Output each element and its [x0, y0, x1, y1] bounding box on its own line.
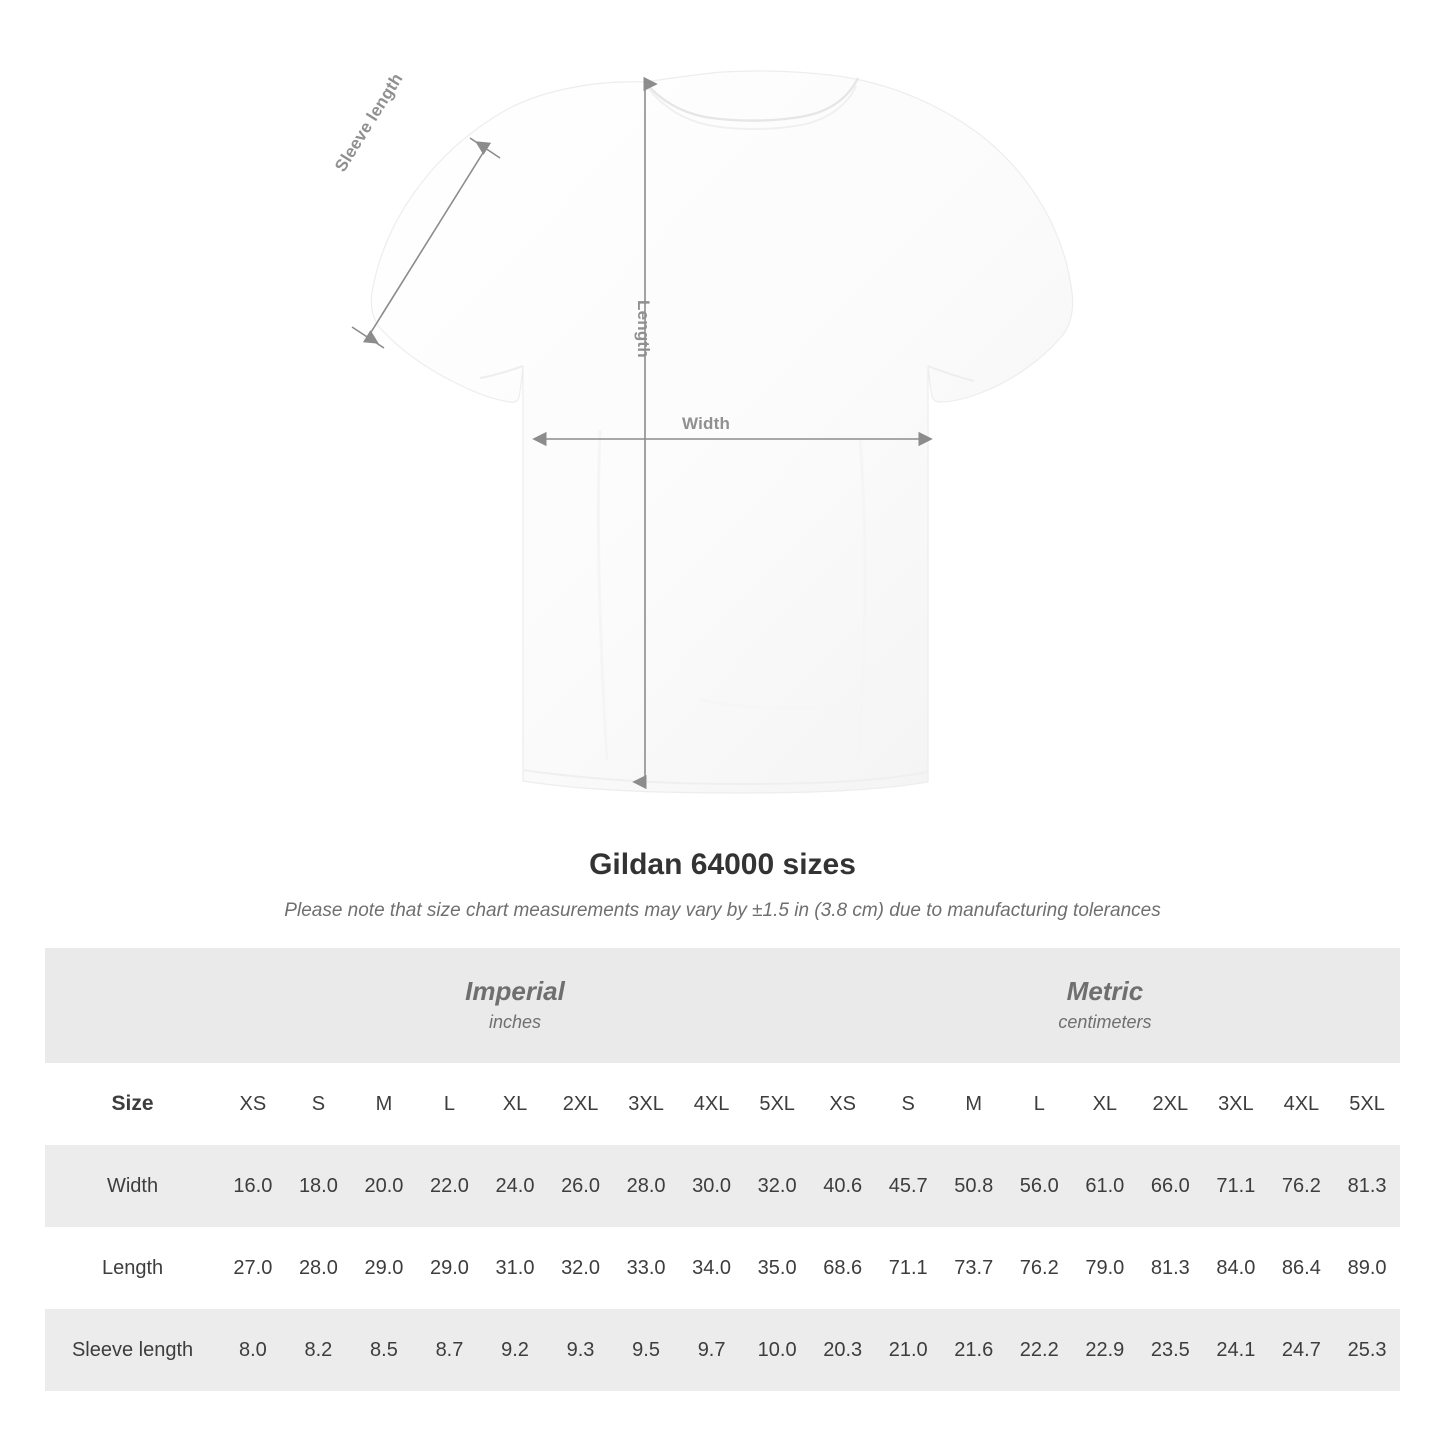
table-cell: 25.3 [1347, 1338, 1387, 1361]
size-header-cell: XL [482, 1063, 548, 1145]
table-row [45, 1227, 1400, 1309]
table-cell: 28.0 [298, 1256, 338, 1279]
size-header-row [45, 1063, 1400, 1145]
table-cell: 31.0 [495, 1256, 535, 1279]
table-cell: 45.7 [888, 1174, 928, 1197]
table-cell: 26.0 [561, 1174, 600, 1197]
table-cell: 9.5 [632, 1338, 660, 1361]
row-label-length: Length [101, 1256, 164, 1279]
table-cell: 23.5 [1150, 1338, 1190, 1361]
table-cell: 32.0 [757, 1174, 797, 1197]
unit-system-header-row [45, 948, 1400, 1063]
size-header-cell: XL [1072, 1063, 1138, 1145]
unit-sub-metric: centimeters [1058, 1011, 1152, 1032]
table-cell: 33.0 [626, 1256, 666, 1279]
size-header-cell: S [875, 1063, 941, 1145]
table-cell: 73.7 [954, 1256, 994, 1279]
title-block [0, 848, 1445, 922]
table-cell: 84.0 [1216, 1256, 1256, 1279]
size-header-cell: XS [810, 1063, 876, 1145]
page-title: Gildan 64000 sizes [589, 848, 856, 881]
table-cell: 29.0 [364, 1256, 404, 1279]
table-cell: 24.1 [1216, 1338, 1256, 1361]
table-cell: 8.7 [435, 1338, 464, 1361]
table-cell: 89.0 [1347, 1256, 1387, 1279]
table-cell: 18.0 [298, 1174, 338, 1197]
table-cell: 9.7 [697, 1338, 726, 1361]
table-cell: 34.0 [692, 1256, 732, 1279]
table-cell: 22.2 [1019, 1338, 1059, 1361]
size-header-cell: 3XL [613, 1063, 679, 1145]
length-label: Length [634, 300, 653, 358]
size-header-label: Size [45, 1063, 220, 1145]
unit-header-metric [810, 948, 1400, 1063]
size-table-wrapper [45, 948, 1400, 1391]
table-cell: 79.0 [1085, 1256, 1125, 1279]
size-header-cell: 2XL [548, 1063, 614, 1145]
table-cell: 29.0 [430, 1256, 469, 1279]
table-row [45, 1309, 1400, 1391]
table-cell: 66.0 [1150, 1174, 1190, 1197]
size-header-cell: S [286, 1063, 352, 1145]
unit-name-metric: Metric [1066, 976, 1144, 1007]
table-cell: 22.9 [1085, 1338, 1125, 1361]
table-cell: 21.6 [954, 1338, 994, 1361]
table-cell: 9.3 [566, 1338, 595, 1361]
table-cell: 8.2 [304, 1338, 333, 1361]
table-cell: 56.0 [1019, 1174, 1059, 1197]
size-header-cell: M [351, 1063, 417, 1145]
table-cell: 81.3 [1347, 1174, 1387, 1197]
unit-header-spacer [45, 948, 220, 1063]
table-cell: 10.0 [757, 1338, 797, 1361]
size-header-cell: 4XL [1269, 1063, 1335, 1145]
table-cell: 8.0 [238, 1338, 267, 1361]
size-header-cell: 5XL [744, 1063, 810, 1145]
table-row [45, 1145, 1400, 1227]
table-cell: 76.2 [1019, 1256, 1059, 1279]
table-cell: 8.5 [370, 1338, 398, 1361]
unit-sub-imperial: inches [488, 1011, 542, 1032]
row-label-sleeve-length: Sleeve length [71, 1338, 194, 1361]
size-header-cell: L [1007, 1063, 1073, 1145]
size-header-cell: 3XL [1203, 1063, 1269, 1145]
size-header-cell: L [417, 1063, 483, 1145]
table-cell: 28.0 [626, 1174, 666, 1197]
table-cell: 16.0 [233, 1174, 273, 1197]
table-cell: 50.8 [954, 1174, 994, 1197]
unit-name-imperial: Imperial [465, 976, 565, 1007]
table-cell: 20.0 [364, 1174, 404, 1197]
tolerance-note: Please note that size chart measurements may vary by ±1.5 in (3.8 cm) due to manufacturing tolerances [284, 900, 1161, 921]
table-cell: 61.0 [1085, 1174, 1125, 1197]
table-cell: 68.6 [823, 1256, 863, 1279]
table-cell: 22.0 [430, 1174, 469, 1197]
size-header-cell: M [941, 1063, 1007, 1145]
size-chart-table [45, 948, 1400, 1391]
table-cell: 32.0 [561, 1256, 600, 1279]
table-cell: 27.0 [233, 1256, 273, 1279]
table-cell: 24.0 [495, 1174, 535, 1197]
table-cell: 24.7 [1281, 1338, 1321, 1361]
table-cell: 9.2 [501, 1338, 529, 1361]
table-cell: 86.4 [1281, 1256, 1321, 1279]
size-header-cell: XS [220, 1063, 286, 1145]
table-cell: 76.2 [1281, 1174, 1321, 1197]
row-label-width: Width [106, 1174, 159, 1197]
table-cell: 30.0 [692, 1174, 732, 1197]
size-header-cell: 4XL [679, 1063, 745, 1145]
size-header-cell: 2XL [1138, 1063, 1204, 1145]
table-cell: 81.3 [1150, 1256, 1190, 1279]
table-cell: 20.3 [823, 1338, 863, 1361]
table-cell: 71.1 [1216, 1174, 1256, 1197]
unit-header-imperial [220, 948, 810, 1063]
table-cell: 21.0 [888, 1338, 928, 1361]
width-label: Width [682, 414, 731, 433]
size-header-cell: 5XL [1334, 1063, 1400, 1145]
sleeve-length-label: Sleeve length [331, 69, 407, 176]
table-cell: 35.0 [757, 1256, 797, 1279]
table-cell: 71.1 [888, 1256, 928, 1279]
table-cell: 40.6 [823, 1174, 863, 1197]
